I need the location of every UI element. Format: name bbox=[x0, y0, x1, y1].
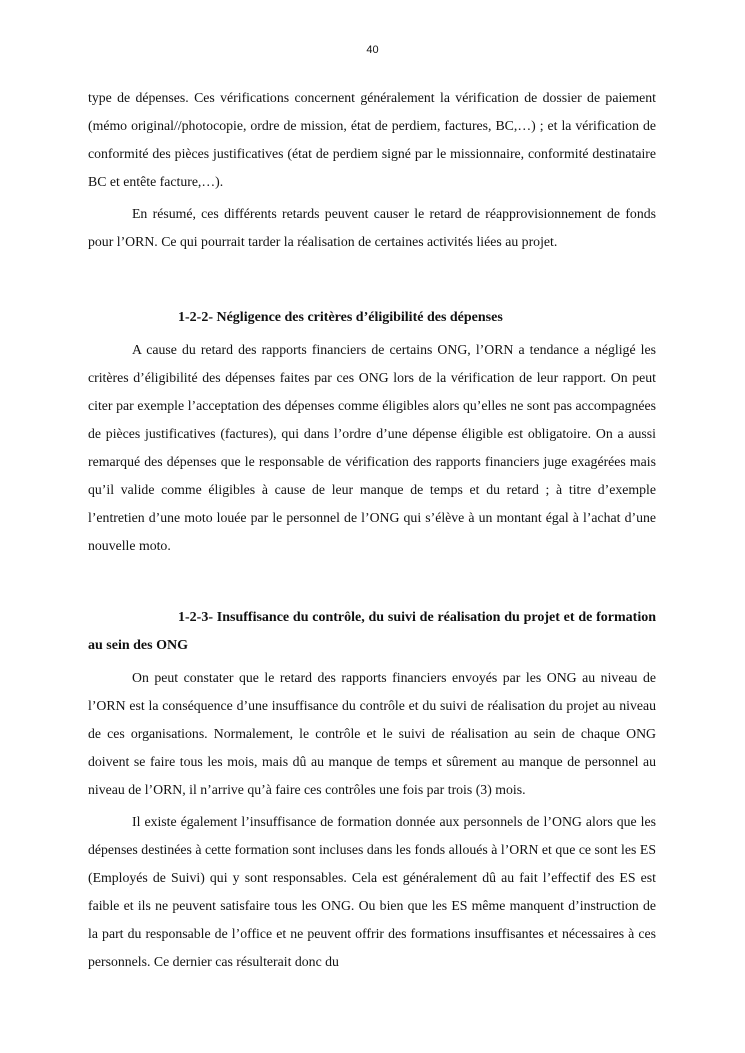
paragraph-section-1-2-2: A cause du retard des rapports financiers de certains ONG, l’ORN a tendance a négligé les critères d’éligibilité des dépenses faites par ces ONG lors de la vérification de leur rapport. On peut citer par exemple l’acceptation des dépenses comme éligibles alors qu’elles ne sont pas accompagnées de pièces justificatives (factures), qui dans l’ordre d’une dépense éligible est obligatoire. On a aussi remarqué des dépenses que le responsable de vérification des rapports financiers juge exagérées mais qu’il valide comme éligibles à cause de leur manque de temps et du retard ; à titre d’exemple l’entretien d’une moto louée par le personnel de l’ONG qui s’élève à un montant égal à l’achat d’une nouvelle moto. bbox=[88, 342, 656, 553]
section-heading-1-2-3: 1-2-3- Insuffisance du contrôle, du suivi de réalisation du projet et de formation au sein des ONG bbox=[88, 610, 656, 653]
paragraph-summary: En résumé, ces différents retards peuvent causer le retard de réapprovisionnement de fonds pour l’ORN. Ce qui pourrait tarder la réalisation de certaines activités liées au projet. bbox=[88, 206, 656, 249]
paragraph-section-1-2-3-a: On peut constater que le retard des rapports financiers envoyés par les ONG au niveau de l’ORN est la conséquence d’une insuffisance du contrôle et du suivi de réalisation du projet au niveau de ces organisations. Normalement, le contrôle et le suivi de réalisation au sein de chaque ONG doivent se faire tous les mois, mais dû au manque de temps et sûrement au manque de personnel au niveau de l’ORN, il n’arrive qu’à faire ces contrôles une fois par trois (3) mois. bbox=[88, 670, 656, 797]
page-number: 40 bbox=[366, 44, 379, 56]
paragraph-continuation: type de dépenses. Ces vérifications concernent généralement la vérification de dossier de paiement (mémo original//photocopie, ordre de mission, état de perdiem, factures, BC,…) ; et la vérification de conformité des pièces justificatives (état de perdiem signé par le missionnaire, conformité destinataire BC et entête facture,…). bbox=[88, 90, 656, 189]
paragraph-section-1-2-3-b: Il existe également l’insuffisance de formation donnée aux personnels de l’ONG alors que les dépenses destinées à cette formation sont incluses dans les fonds alloués à l’ORN et que ce sont les ES (Employés de Suivi) qui y sont responsables. Cela est généralement dû au fait l’effectif des ES est faible et ils ne peuvent satisfaire tous les ONG. Ou bien que les ES même manquent d’instruction de la part du responsable de l’office et ne peuvent offrir des formations insuffisantes et nécessaires à ces personnels. Ce dernier cas résulterait donc du bbox=[88, 814, 656, 969]
document-body bbox=[88, 84, 656, 976]
section-heading-1-2-2: 1-2-2- Négligence des critères d’éligibilité des dépenses bbox=[178, 310, 503, 325]
